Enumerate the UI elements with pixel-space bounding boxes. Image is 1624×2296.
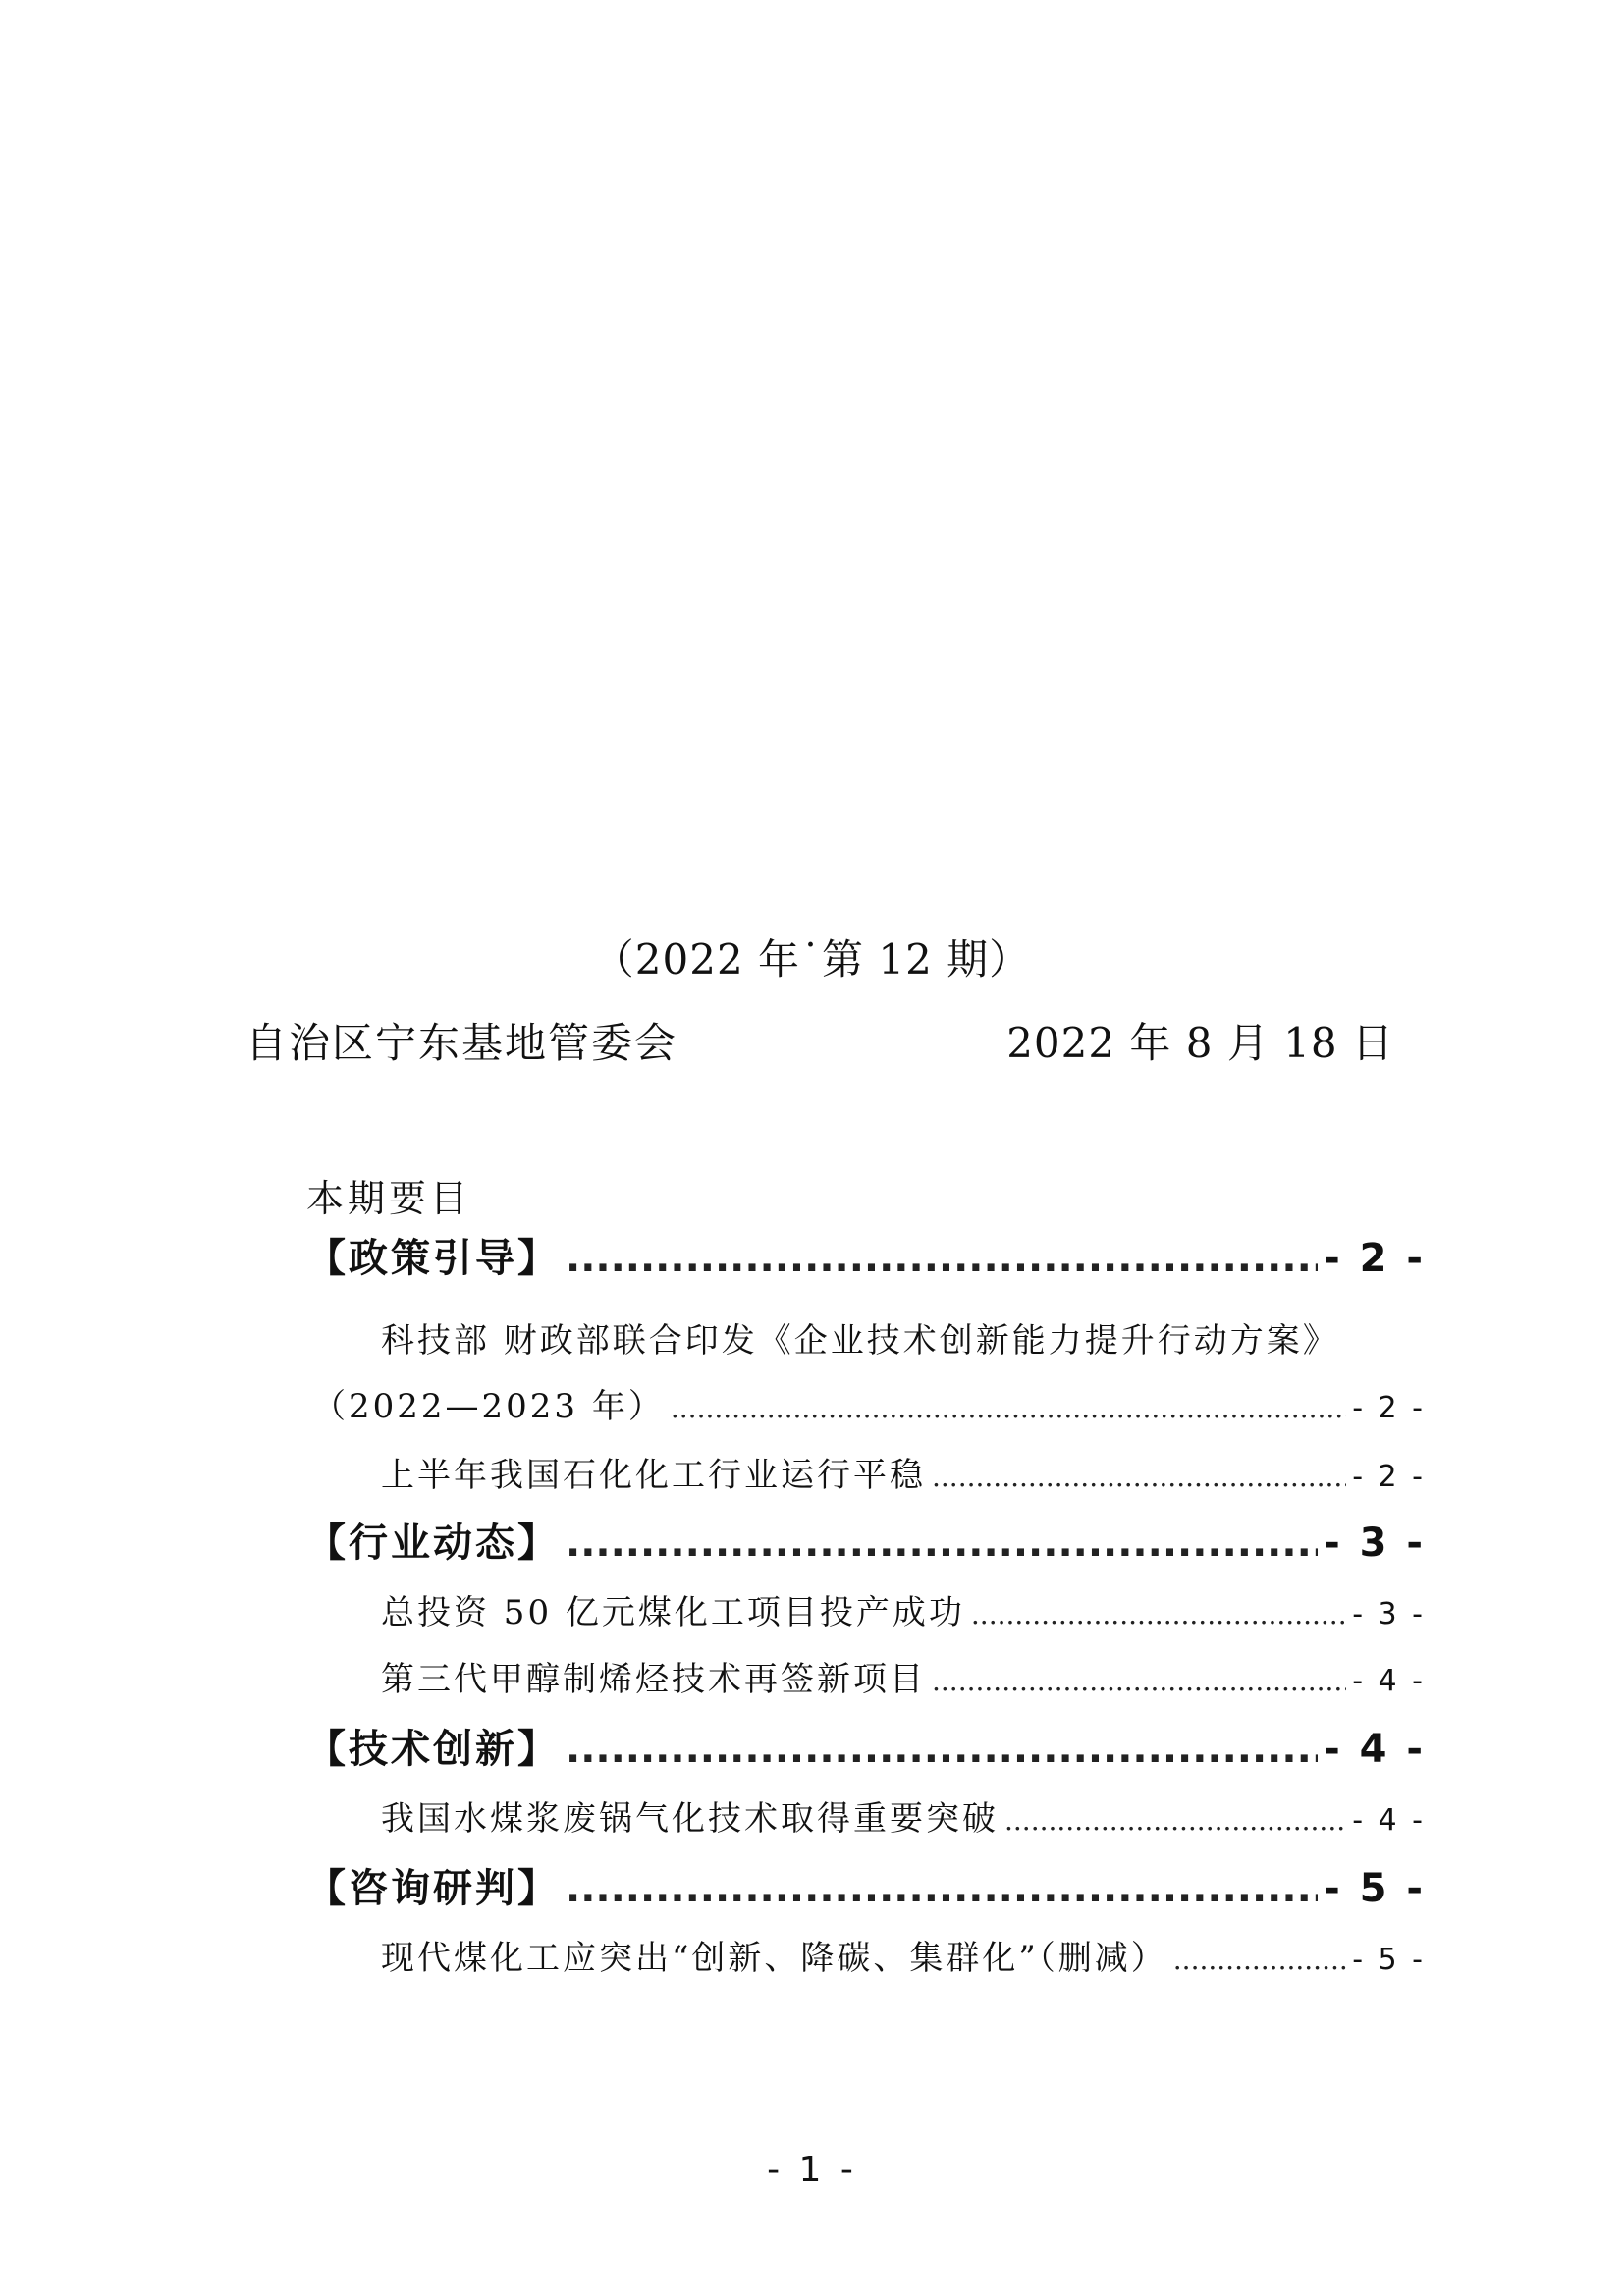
toc-section-title: 【咨询研判】 <box>306 1866 560 1911</box>
dot-leader <box>1173 1944 1346 1976</box>
toc-section-policy[interactable] <box>306 1227 1426 1283</box>
dot-leader <box>1004 1804 1346 1837</box>
toc-item-title: 上半年我国石化化工行业运行平稳 <box>381 1456 926 1495</box>
toc-section-technology[interactable] <box>306 1718 1426 1774</box>
toc-page-number: - 5 - <box>1352 1943 1426 1977</box>
issuer-row <box>245 1011 1394 1070</box>
toc-item-row[interactable] <box>306 1652 1426 1700</box>
dot-leader <box>932 1461 1346 1493</box>
issue-date: 2022 年 8 月 18 日 <box>1006 1019 1394 1067</box>
toc-item-title: 第三代甲醇制烯烃技术再签新项目 <box>381 1660 926 1699</box>
dot-leader <box>566 1236 1318 1281</box>
toc-item-title-continuation: （2022—2023 年） <box>312 1387 665 1426</box>
toc-page-number: - 2 - <box>1352 1391 1426 1425</box>
toc-item-row[interactable] <box>306 1448 1426 1496</box>
toc-heading: 本期要目 <box>306 1177 472 1220</box>
dot-leader <box>932 1665 1346 1697</box>
dot-leader <box>566 1521 1318 1566</box>
toc-item-title: 现代煤化工应突出“创新、降碳、集群化”（删减） <box>381 1939 1167 1978</box>
toc-page-number: - 5 - <box>1324 1866 1426 1911</box>
toc-page-number: - 3 - <box>1324 1521 1426 1566</box>
toc-item-row[interactable] <box>306 1585 1426 1633</box>
issue-number: （2022 年˙第 12 期） <box>592 935 1032 984</box>
dot-leader <box>566 1866 1318 1911</box>
toc-item-title[interactable]: 科技部 财政部联合印发《企业技术创新能力提升行动方案》 <box>381 1321 1339 1361</box>
page-number: - 1 - <box>767 2150 857 2190</box>
dot-leader <box>566 1727 1318 1772</box>
toc-section-title: 【政策引导】 <box>306 1236 560 1281</box>
toc-item-title: 总投资 50 亿元煤化工项目投产成功 <box>381 1593 965 1632</box>
toc-page-number: - 4 - <box>1324 1727 1426 1772</box>
toc-item-row[interactable] <box>306 1931 1426 1979</box>
dot-leader <box>671 1392 1346 1424</box>
toc-section-consulting[interactable] <box>306 1857 1426 1913</box>
toc-page-number: - 2 - <box>1324 1236 1426 1281</box>
dot-leader <box>971 1598 1346 1630</box>
issuer-name: 自治区宁东基地管委会 <box>245 1019 678 1067</box>
toc-section-title: 【行业动态】 <box>306 1521 560 1566</box>
toc-page-number: - 4 - <box>1352 1803 1426 1838</box>
toc-page-number: - 4 - <box>1352 1664 1426 1698</box>
toc-page-number: - 2 - <box>1352 1460 1426 1494</box>
toc-section-title: 【技术创新】 <box>306 1727 560 1772</box>
toc-item-row[interactable] <box>306 1379 1426 1427</box>
toc-item-row[interactable] <box>306 1791 1426 1840</box>
toc-section-industry[interactable] <box>306 1512 1426 1568</box>
toc-page-number: - 3 - <box>1352 1597 1426 1631</box>
toc-item-title: 我国水煤浆废锅气化技术取得重要突破 <box>381 1799 999 1839</box>
